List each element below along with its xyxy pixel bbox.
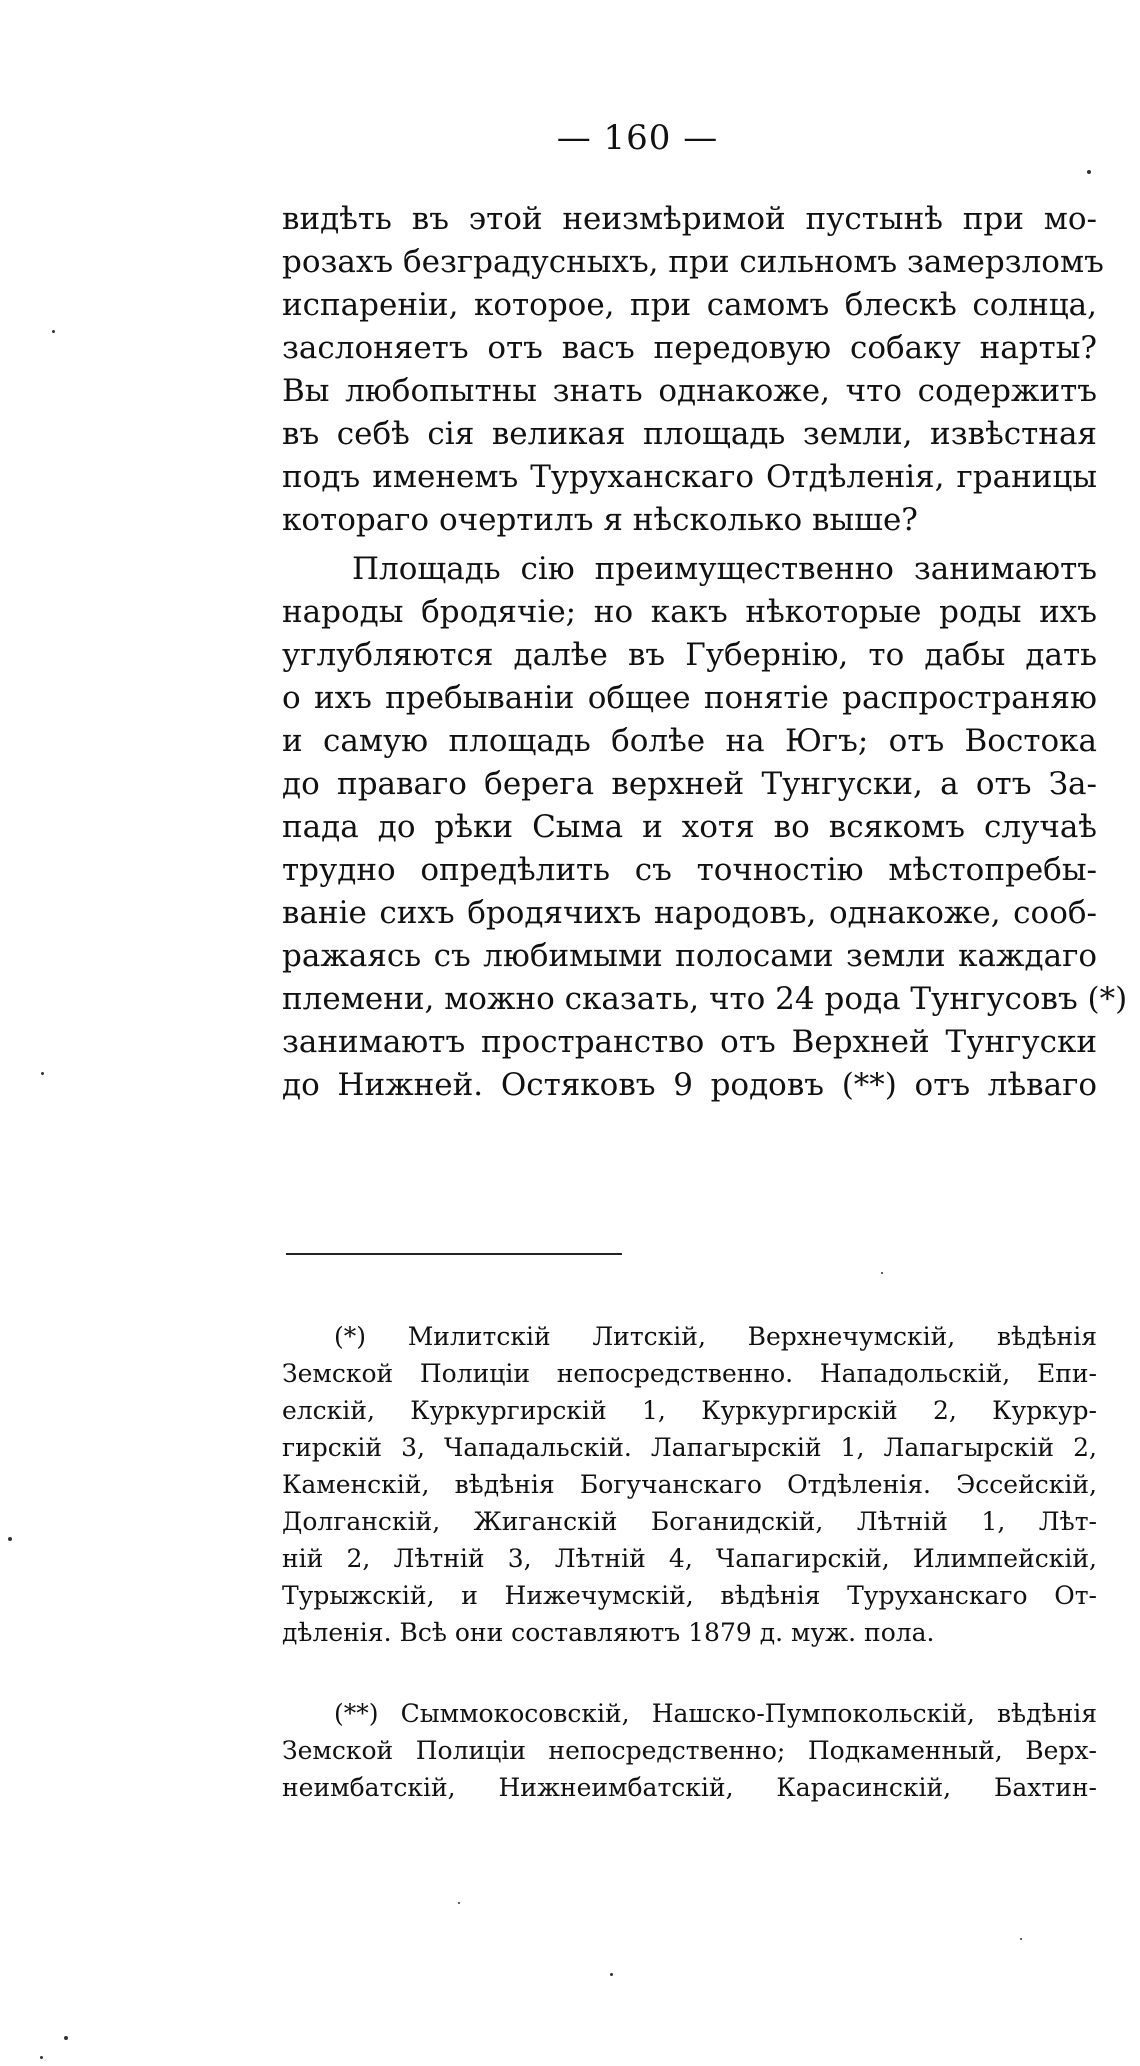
text-line: въ себѣ сія великая площадь земли, извѣстная: [282, 416, 1097, 452]
text-line: заслоняетъ отъ васъ передовую собаку нарты?: [282, 330, 1097, 366]
text-line: о ихъ пребываніи общее понятіе распространяю: [282, 680, 1097, 716]
footnote-line: неимбатскій, Нижнеимбатскій, Карасинскій, Бахтин-: [282, 1773, 1097, 1802]
text-line: углубляются далѣе въ Губернію, то дабы дать: [282, 637, 1097, 673]
body-text: [282, 198, 1128, 1107]
text-line: подъ именемъ Туруханскаго Отдѣленія, границы: [282, 459, 1097, 495]
text-line: трудно опредѣлить съ точностію мѣстопребы-: [282, 852, 1097, 888]
text-line: до праваго берега верхней Тунгуски, а отъ За-: [282, 766, 1097, 802]
text-line: испареніи, которое, при самомъ блескѣ солнца,: [282, 287, 1097, 323]
text-line: народы бродячіе; но какъ нѣкоторые роды ихъ: [282, 594, 1097, 630]
footnote-divider: [286, 1253, 622, 1255]
footnote-line: ній 2, Лѣтній 3, Лѣтній 4, Чапагирскій, Илимпейскій,: [282, 1544, 1097, 1573]
text-line: Вы любопытны знать однакоже, что содержитъ: [282, 373, 1097, 409]
text-line: занимаютъ пространство отъ Верхней Тунгуски: [282, 1024, 1097, 1060]
text-line: Площадь сію преимущественно занимаютъ: [352, 551, 1097, 587]
text-line: и самую площадь болѣе на Югъ; отъ Востока: [282, 723, 1097, 759]
footnotes: [282, 1318, 1097, 1806]
text-line: ражаясь съ любимыми полосами земли каждаго: [282, 938, 1097, 974]
footnote-line: гирскій 3, Чападальскій. Лапагырскій 1, Лапагырскій 2,: [282, 1433, 1097, 1462]
footnote-line: (*) Милитскій Литскій, Верхнечумскій, вѣдѣнія: [334, 1322, 1097, 1351]
scan-speck: [64, 2036, 68, 2040]
scan-speck: [40, 2056, 43, 2059]
footnote-1: [282, 1318, 1097, 1651]
footnote-line: Каменскій, вѣдѣнія Богучанскаго Отдѣленія. Эссейскій,: [282, 1470, 1097, 1499]
text-line: видѣть въ этой неизмѣримой пустынѣ при мо-: [282, 201, 1097, 237]
footnote-line: Долганскій, Жиганскій Боганидскій, Лѣтній 1, Лѣт-: [282, 1507, 1097, 1536]
scan-speck: [610, 1973, 613, 1976]
scan-speck: [41, 1072, 44, 1075]
footnote-line: Турыжскій, и Нижечумскій, вѣдѣнія Туруханскаго От-: [282, 1581, 1097, 1610]
scan-speck: [881, 1272, 883, 1274]
page-number: — 160 —: [556, 118, 719, 158]
text-line: ваніе сихъ бродячихъ народовъ, однакоже, сооб-: [282, 895, 1097, 931]
scan-speck: [52, 330, 55, 333]
scan-speck: [458, 1902, 460, 1904]
text-line: пада до рѣки Сыма и хотя во всякомъ случаѣ: [282, 809, 1097, 845]
scan-speck: [8, 1537, 12, 1541]
text-line: до Нижней. Остяковъ 9 родовъ (**) отъ лѣваго: [282, 1067, 1097, 1103]
footnote-2: [282, 1695, 1097, 1806]
footnote-spacer: [282, 1651, 1097, 1695]
footnote-line: (**) Сыммокосовскій, Нашско-Пумпокольскій, вѣдѣнія: [334, 1699, 1097, 1728]
footnote-line: елскій, Куркургирскій 1, Куркургирскій 2, Куркур-: [282, 1396, 1097, 1425]
text-line: племени, можно сказать, что 24 рода Тунгусовъ (*): [282, 981, 1128, 1017]
scan-speck: [1087, 170, 1091, 174]
text-line: розахъ безградусныхъ, при сильномъ замерзломъ: [282, 244, 1104, 280]
text-line: котораго очертилъ я нѣсколько выше?: [282, 502, 918, 538]
footnote-line: Земской Полиціи непосредственно. Нападольскій, Епи-: [282, 1359, 1097, 1388]
footnote-line: дѣленія. Всѣ они составляютъ 1879 д. муж. пола.: [282, 1618, 935, 1647]
footnote-line: Земской Полиціи непосредственно; Подкаменный, Верх-: [282, 1736, 1097, 1765]
scan-speck: [1020, 1938, 1022, 1940]
